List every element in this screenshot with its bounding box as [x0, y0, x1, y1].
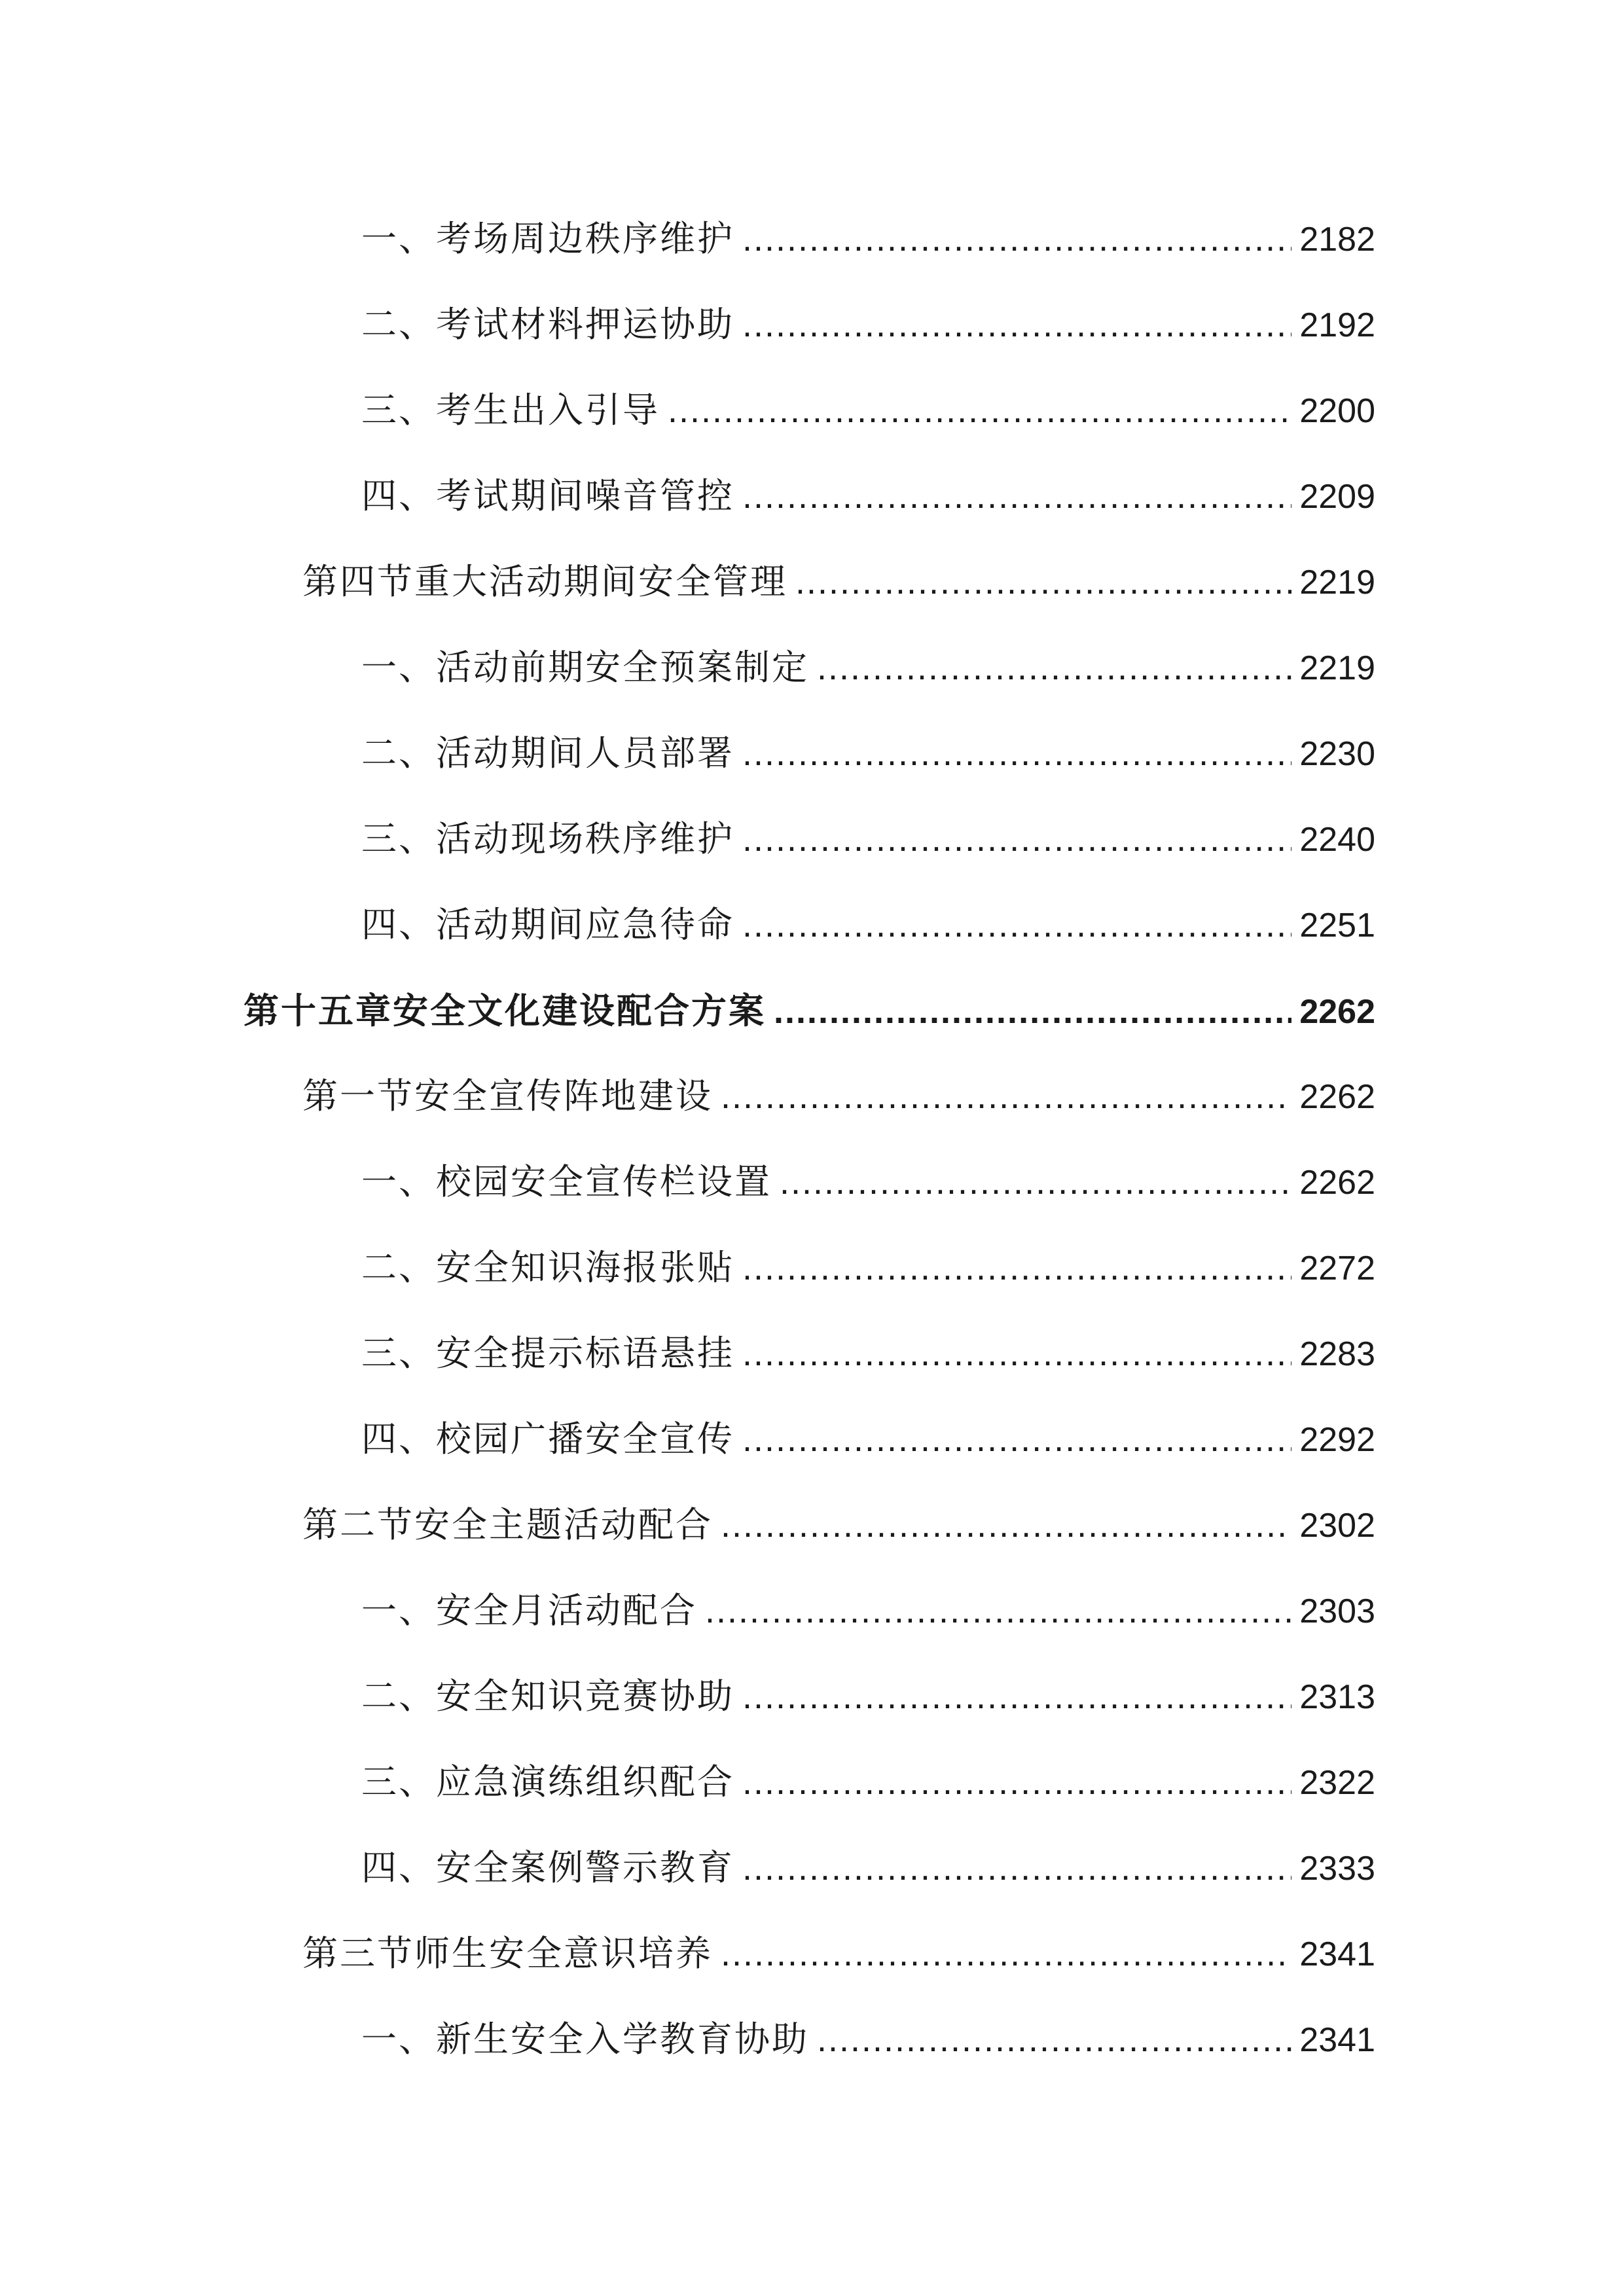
- toc-entry-title: 第一节安全宣传阵地建设: [302, 1075, 713, 1117]
- toc-entry-title: 一、校园安全宣传栏设置: [361, 1161, 772, 1202]
- toc-leader-dots: [742, 899, 1291, 951]
- toc-leader-dots: [742, 1242, 1291, 1294]
- toc-entry[interactable]: [361, 1842, 1375, 1894]
- toc-leader-dots: [668, 384, 1291, 437]
- toc-leader-dots: [705, 1585, 1291, 1637]
- toc-entry[interactable]: [361, 899, 1375, 951]
- toc-entry-title: 四、校园广播安全宣传: [361, 1418, 734, 1460]
- toc-entry[interactable]: [361, 1242, 1375, 1294]
- toc-entry-page: 2219: [1299, 649, 1375, 687]
- toc-entry-page: 2230: [1299, 735, 1375, 773]
- toc-entry-page: 2302: [1299, 1507, 1375, 1545]
- toc-leader-dots: [742, 727, 1291, 780]
- toc-entry-title: 二、考试材料押运协助: [361, 304, 734, 345]
- toc-entry-page: 2262: [1299, 993, 1375, 1031]
- toc-entry[interactable]: [361, 641, 1375, 694]
- toc-entry[interactable]: [361, 1585, 1375, 1637]
- toc-entry-title: 第二节安全主题活动配合: [302, 1504, 713, 1545]
- toc-leader-dots: [780, 1156, 1291, 1208]
- toc-entry-page: 2262: [1299, 1164, 1375, 1202]
- toc-entry-page: 2272: [1299, 1249, 1375, 1287]
- toc-leader-dots: [742, 1413, 1291, 1465]
- toc-entry-page: 2333: [1299, 1850, 1375, 1888]
- toc-entry-title: 四、活动期间应急待命: [361, 904, 734, 945]
- toc-entry-title: 第四节重大活动期间安全管理: [302, 561, 787, 602]
- toc-section-entry[interactable]: [302, 1499, 1375, 1551]
- toc-entry-title: 二、活动期间人员部署: [361, 732, 734, 774]
- toc-entry-page: 2182: [1299, 221, 1375, 259]
- toc-entry-page: 2209: [1299, 478, 1375, 516]
- toc-entry-page: 2200: [1299, 392, 1375, 430]
- toc-entry-page: 2313: [1299, 1678, 1375, 1716]
- toc-entry-page: 2251: [1299, 906, 1375, 944]
- toc-entry-page: 2303: [1299, 1592, 1375, 1630]
- toc-leader-dots: [742, 213, 1291, 265]
- toc-entry-page: 2219: [1299, 564, 1375, 601]
- toc-leader-dots: [721, 1070, 1291, 1122]
- toc-entry-title: 三、应急演练组织配合: [361, 1761, 734, 1803]
- toc-leader-dots: [742, 1756, 1291, 1808]
- toc-leader-dots: [742, 1670, 1291, 1723]
- toc-entry-page: 2262: [1299, 1078, 1375, 1116]
- toc-entry-title: 三、安全提示标语悬挂: [361, 1333, 734, 1374]
- toc-section-entry[interactable]: [302, 1070, 1375, 1122]
- toc-entry[interactable]: [361, 470, 1375, 522]
- toc-entry[interactable]: [361, 1156, 1375, 1208]
- toc-leader-dots: [774, 985, 1291, 1037]
- toc-leader-dots: [721, 1499, 1291, 1551]
- toc-leader-dots: [817, 641, 1291, 694]
- toc-entry[interactable]: [361, 384, 1375, 437]
- toc-leader-dots: [817, 2013, 1291, 2066]
- toc-leader-dots: [742, 813, 1291, 865]
- toc-leader-dots: [721, 1928, 1291, 1980]
- toc-entry-title: 一、新生安全入学教育协助: [361, 2018, 809, 2060]
- toc-entry-title: 四、考试期间噪音管控: [361, 475, 734, 516]
- toc-entry-title: 二、安全知识竞赛协助: [361, 1676, 734, 1717]
- toc-entry[interactable]: [361, 1670, 1375, 1723]
- toc-entry-page: 2240: [1299, 821, 1375, 859]
- toc-entry[interactable]: [361, 1327, 1375, 1380]
- toc-entry[interactable]: [361, 813, 1375, 865]
- toc-section-entry[interactable]: [302, 1928, 1375, 1980]
- toc-leader-dots: [795, 556, 1291, 608]
- toc-leader-dots: [742, 1842, 1291, 1894]
- toc-entry-title: 一、活动前期安全预案制定: [361, 647, 809, 688]
- toc-leader-dots: [742, 470, 1291, 522]
- toc-entry-title: 第十五章安全文化建设配合方案: [244, 990, 766, 1031]
- toc-entry-title: 一、安全月活动配合: [361, 1590, 697, 1631]
- toc-entry[interactable]: [361, 2013, 1375, 2066]
- toc-entry-title: 四、安全案例警示教育: [361, 1847, 734, 1888]
- toc-entry-page: 2192: [1299, 306, 1375, 344]
- toc-chapter-entry[interactable]: [244, 984, 1375, 1037]
- toc-entry-title: 第三节师生安全意识培养: [302, 1933, 713, 1974]
- toc-entry[interactable]: [361, 298, 1375, 351]
- toc-entry[interactable]: [361, 213, 1375, 265]
- toc-leader-dots: [742, 298, 1291, 351]
- toc-entry-title: 三、活动现场秩序维护: [361, 818, 734, 859]
- toc-entry-page: 2341: [1299, 2021, 1375, 2059]
- toc-entry-title: 二、安全知识海报张贴: [361, 1247, 734, 1288]
- toc-entry-page: 2283: [1299, 1335, 1375, 1373]
- toc-entry[interactable]: [361, 1413, 1375, 1465]
- toc-entry-title: 三、考生出入引导: [361, 389, 660, 431]
- toc-leader-dots: [742, 1327, 1291, 1380]
- toc-entry-page: 2341: [1299, 1935, 1375, 1973]
- toc-entry-title: 一、考场周边秩序维护: [361, 218, 734, 259]
- toc-entry-page: 2292: [1299, 1421, 1375, 1459]
- toc-section-entry[interactable]: [302, 556, 1375, 608]
- toc-entry[interactable]: [361, 727, 1375, 780]
- toc-entry[interactable]: [361, 1756, 1375, 1808]
- toc-entry-page: 2322: [1299, 1764, 1375, 1802]
